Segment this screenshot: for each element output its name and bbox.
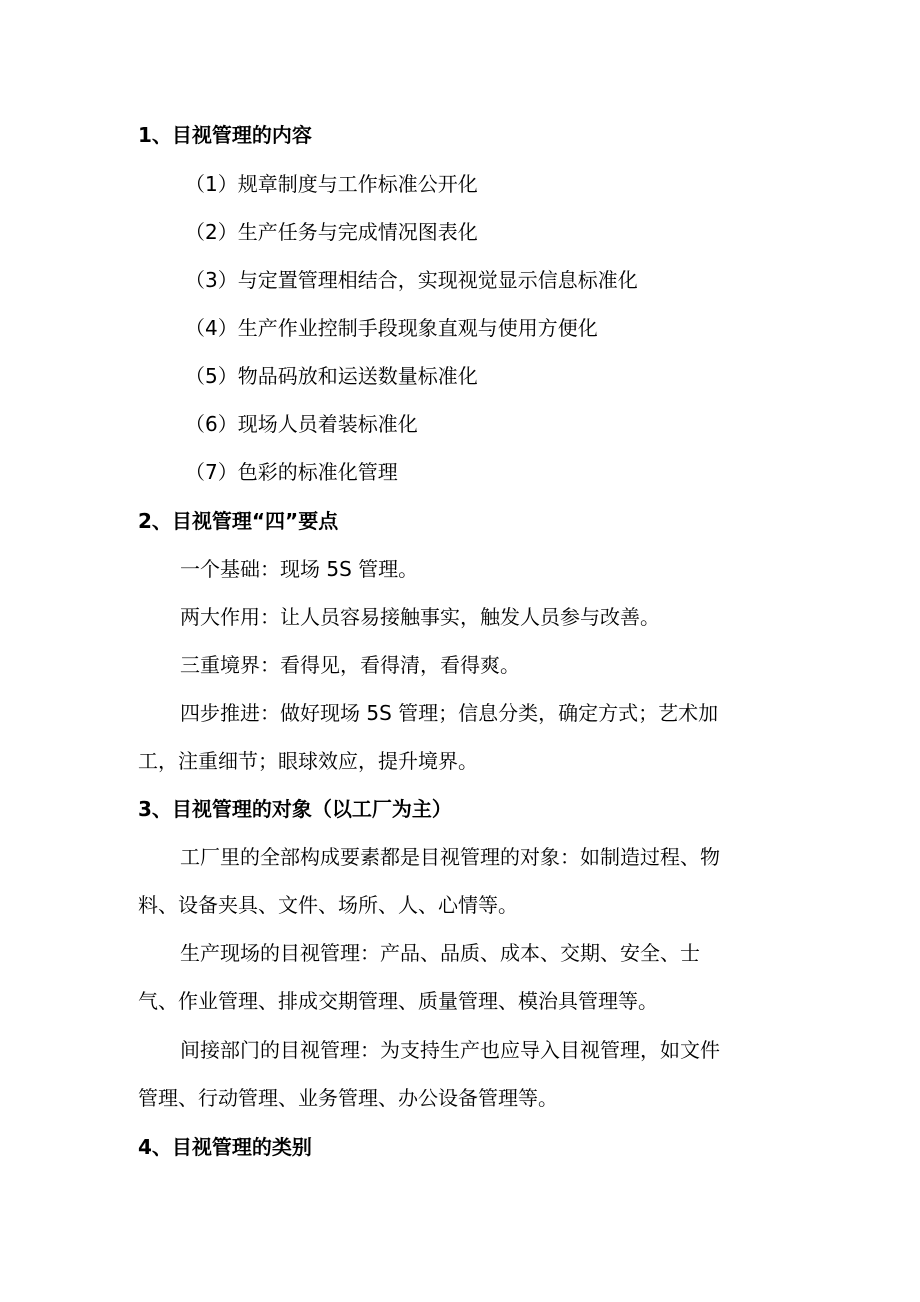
section-3-paragraph-3-line-1: 间接部门的目视管理：为支持生产也应导入目视管理，如文件 <box>180 1038 720 1062</box>
section-2-point-3: 三重境界：看得见，看得清，看得爽。 <box>180 653 520 677</box>
section-3-paragraph-1-line-2: 料、设备夹具、文件、场所、人、心情等。 <box>138 893 518 917</box>
section-2-point-2: 两大作用：让人员容易接触事实，触发人员参与改善。 <box>180 605 660 629</box>
section-3-paragraph-1-line-1: 工厂里的全部构成要素都是目视管理的对象：如制造过程、物 <box>180 845 720 869</box>
section-3-paragraph-2-line-1: 生产现场的目视管理：产品、品质、成本、交期、安全、士 <box>180 941 700 965</box>
section-1-heading: 1、目视管理的内容 <box>138 123 312 147</box>
section-1-item-1: （1）规章制度与工作标准公开化 <box>185 172 478 196</box>
section-3-heading: 3、目视管理的对象（以工厂为主） <box>138 797 452 821</box>
section-1-item-6: （6）现场人员着装标准化 <box>185 412 418 436</box>
section-3-paragraph-3-line-2: 管理、行动管理、业务管理、办公设备管理等。 <box>138 1086 558 1110</box>
section-3-paragraph-2-line-2: 气、作业管理、排成交期管理、质量管理、模治具管理等。 <box>138 989 658 1013</box>
section-2-point-4-line-2: 工，注重细节；眼球效应，提升境界。 <box>138 749 478 773</box>
section-2-heading: 2、目视管理“四”要点 <box>138 509 339 533</box>
section-1-item-2: （2）生产任务与完成情况图表化 <box>185 220 478 244</box>
section-2-point-1: 一个基础：现场 5S 管理。 <box>180 557 419 581</box>
section-4-heading: 4、目视管理的类别 <box>138 1135 312 1159</box>
section-1-item-7: （7）色彩的标准化管理 <box>185 460 398 484</box>
section-1-item-4: （4）生产作业控制手段现象直观与使用方便化 <box>185 316 598 340</box>
section-2-point-4-line-1: 四步推进：做好现场 5S 管理；信息分类，确定方式；艺术加 <box>180 701 719 725</box>
section-1-item-5: （5）物品码放和运送数量标准化 <box>185 364 478 388</box>
section-1-item-3: （3）与定置管理相结合，实现视觉显示信息标准化 <box>185 268 638 292</box>
